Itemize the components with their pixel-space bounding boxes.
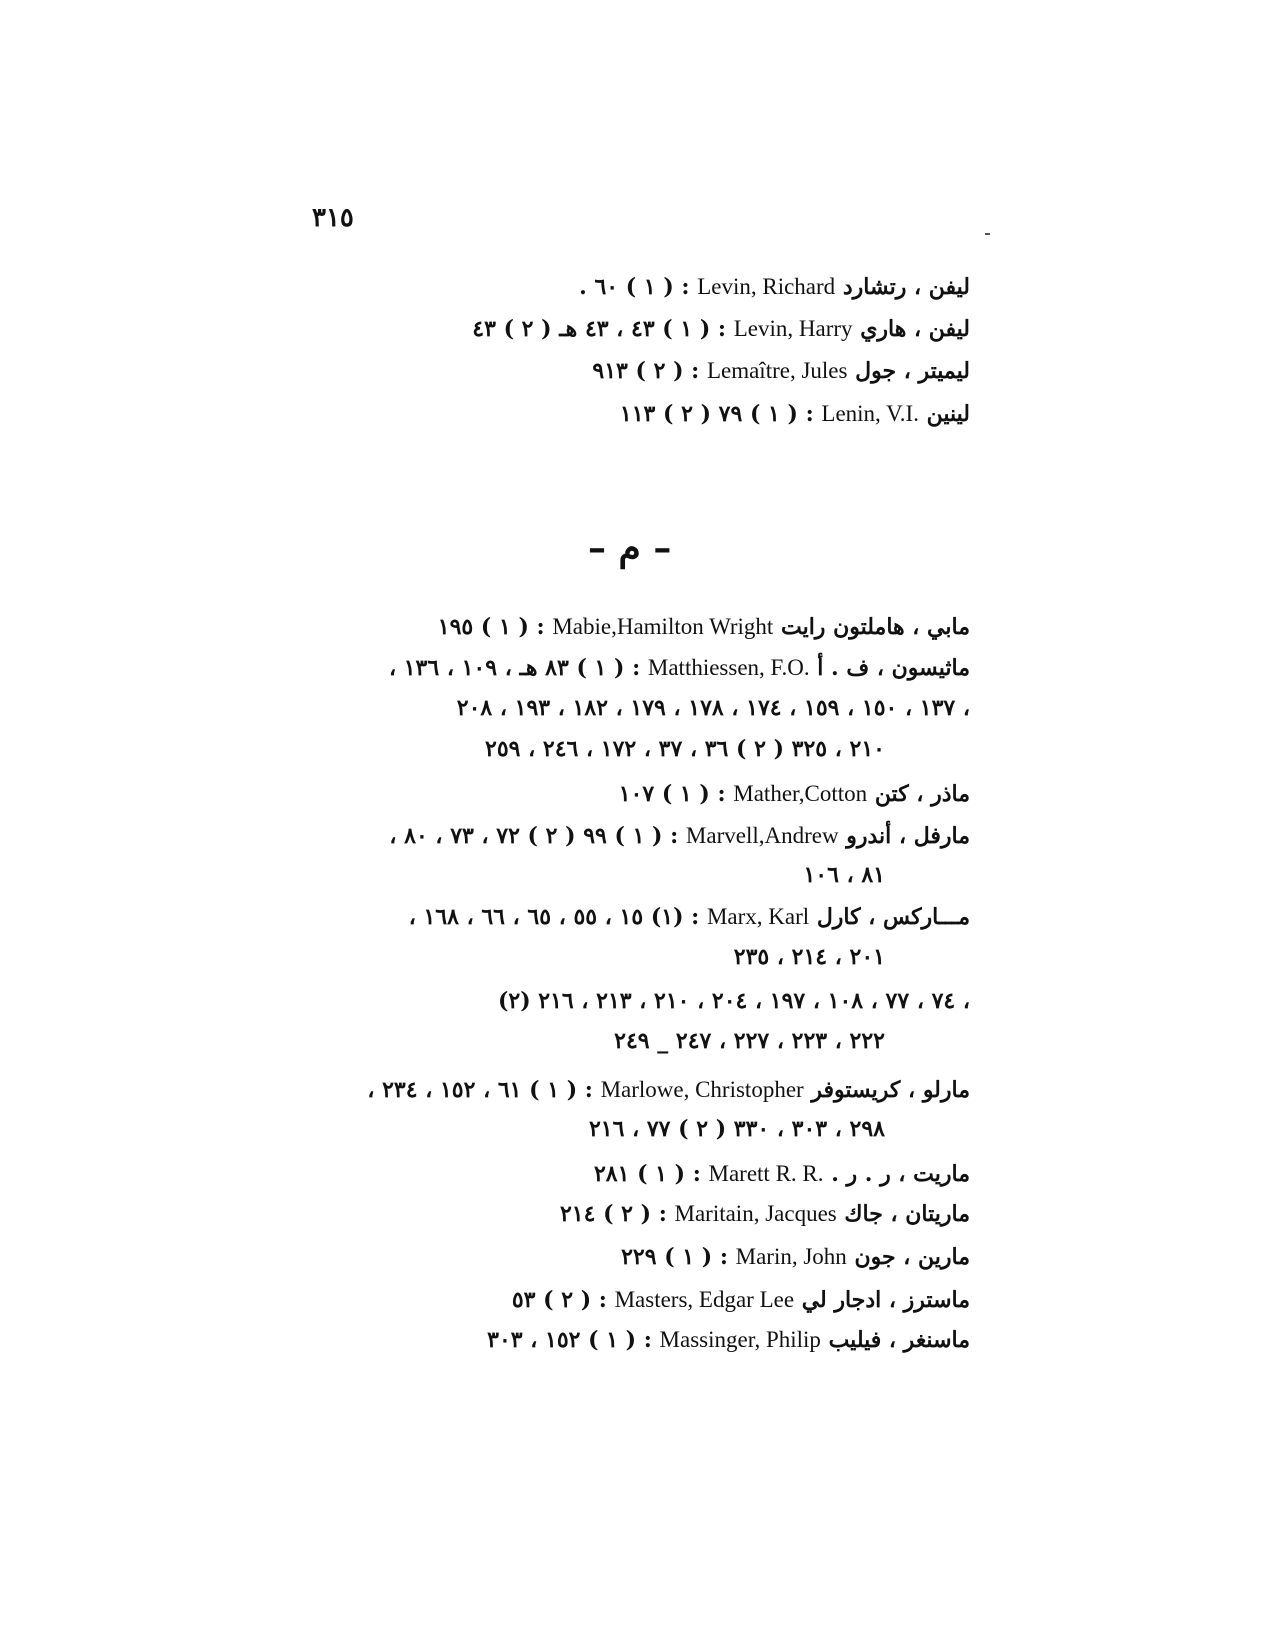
entry-latin-name: Massinger, Philip <box>659 1327 821 1352</box>
entry-latin-name: Marett R. R. <box>708 1161 824 1186</box>
index-entry-marett <box>594 1162 970 1185</box>
entry-latin-name: Marin, John <box>735 1244 847 1269</box>
index-entry-massinger <box>487 1328 970 1351</box>
entry-arabic-name: ماسنغر ، فيليب <box>828 1327 970 1353</box>
entry-latin-name: Lemaître, Jules <box>706 358 848 383</box>
entry-arabic-name: ليميتر ، جول <box>855 358 970 384</box>
index-entry-levin-richard <box>579 275 970 298</box>
entry-arabic-name: ليفن ، هاري <box>860 316 970 342</box>
index-entry-matthiessen <box>389 656 970 679</box>
page-mark <box>985 233 990 235</box>
section-heading-mim: – م – <box>588 527 672 569</box>
entry-arabic-name: مارين ، جون <box>854 1244 970 1270</box>
index-entry-continuation: ٨١ ، ١٠٦ <box>803 862 885 888</box>
entry-page-refs: : ( ١ ) ٧٩ ( ٢ ) ١١٣ <box>619 401 814 427</box>
entry-page-refs: : ( ١ ) ١٠٧ <box>618 781 726 807</box>
entry-latin-name: Marvell,Andrew <box>685 823 839 848</box>
entry-arabic-name: مابي ، هاملتون رايت <box>780 614 970 640</box>
entry-page-refs: : ( ١ ) ٤٣ ، ٤٣ هـ ( ٢ ) ٤٣ <box>472 316 727 342</box>
entry-arabic-name: مـــاركس ، كارل <box>816 904 970 930</box>
entry-arabic-name: ماريتان ، جاك <box>844 1201 970 1227</box>
index-entry-continuation: ٢٩٨ ، ٣٠٣ ، ٣٣٠ ( ٢ ) ٧٧ ، ٢١٦ <box>588 1116 885 1142</box>
entry-page-refs: : ( ٢ ) ٢١٤ <box>559 1201 667 1227</box>
index-entry-marx <box>409 905 970 928</box>
entry-page-refs: : ( ١ ) ٩٩ ( ٢ ) ٧٢ ، ٧٣ ، ٨٠ ، <box>389 823 679 849</box>
entry-page-refs: : ( ١ ) ١٩٥ <box>437 614 545 640</box>
entry-page-refs: : ( ١ ) ٨٣ هـ ، ١٠٩ ، ١٣٦ ، <box>388 655 641 681</box>
entry-latin-name: Maritain, Jacques <box>674 1201 837 1226</box>
index-entry-marin <box>621 1245 970 1268</box>
index-entry-continuation: ١٣٧ ، ١٥٠ ، ١٥٩ ، ١٧٤ ، ١٧٨ ، ١٧٩ ، ١٨٢ ، ١٩٣ ، ٢٠٨ ، <box>456 695 970 721</box>
entry-page-refs: : ( ٢ ) ٩١٣ <box>592 358 700 384</box>
entry-latin-name: Mather,Cotton <box>733 781 868 806</box>
index-entry-lenin <box>620 402 970 425</box>
index-entry-mather <box>619 782 970 805</box>
entry-latin-name: Marlowe, Christopher <box>600 1077 804 1102</box>
entry-arabic-name: ماثيسون ، ف . أ <box>817 655 970 681</box>
entry-page-refs: : ( ١ ) ٦٠ . <box>579 274 690 300</box>
entry-latin-name: Levin, Richard <box>697 274 836 299</box>
entry-latin-name: Mabie,Hamilton Wright <box>552 614 774 639</box>
entry-arabic-name: ماذر ، كتن <box>874 781 970 807</box>
index-entry-mabie <box>438 615 970 638</box>
index-entry-continuation: ٢٠١ ، ٢١٤ ، ٢٣٥ <box>733 944 885 970</box>
entry-latin-name: Marx, Karl <box>706 904 810 929</box>
entry-page-refs: : (١) ١٥ ، ٥٥ ، ٦٥ ، ٦٦ ، ١٦٨ ، <box>408 904 700 930</box>
entry-arabic-name: مارلو ، كريستوفر <box>811 1077 970 1103</box>
entry-latin-name: Masters, Edgar Lee <box>614 1287 795 1312</box>
index-entry-lemaitre-jules <box>592 359 970 382</box>
entry-page-refs: : ( ١ ) ٢٨١ <box>593 1161 701 1187</box>
index-entry-continuation: (٢) ٧٤ ، ٧٧ ، ١٠٨ ، ١٩٧ ، ٢٠٤ ، ٢١٠ ، ٢١٣ ، ٢١٦ ، <box>497 988 970 1014</box>
entry-page-refs: : ( ٢ ) ٥٣ <box>511 1287 607 1313</box>
entry-arabic-name: ماريت ، ر . ر . <box>831 1161 970 1187</box>
index-entry-marlowe <box>367 1078 970 1101</box>
index-entry-levin-harry <box>472 317 970 340</box>
entry-page-refs: : ( ١ ) ١٥٢ ، ٣٠٣ <box>487 1327 652 1353</box>
index-entry-continuation: ٢١٠ ، ٣٢٥ ( ٢ ) ٣٦ ، ٣٧ ، ١٧٢ ، ٢٤٦ ، ٢٥٩ <box>485 736 885 762</box>
index-entry-marvell <box>389 824 970 847</box>
entry-arabic-name: مارفل ، أندرو <box>846 823 970 849</box>
entry-latin-name: Levin, Harry <box>733 316 853 341</box>
entry-page-refs: : ( ١ ) ٢٢٩ <box>621 1244 728 1270</box>
entry-page-refs: : ( ١ ) ٦١ ، ١٥٢ ، ٢٣٤ ، <box>367 1077 593 1103</box>
entry-latin-name: Matthiessen, F.O. <box>647 655 810 680</box>
entry-arabic-name: ليفن ، رتشارد <box>842 274 970 300</box>
index-entry-masters <box>512 1288 970 1311</box>
page-number: ٣١٥ <box>312 203 354 233</box>
entry-arabic-name: ماسترز ، ادجار لي <box>801 1287 970 1313</box>
entry-latin-name: Lenin, V.I. <box>821 401 919 426</box>
index-entry-continuation: ٢٢٢ ، ٢٢٣ ، ٢٢٧ ، ٢٤٧ _ ٢٤٩ <box>614 1028 885 1054</box>
index-entry-maritain <box>560 1202 970 1225</box>
entry-arabic-name: لينين <box>926 401 970 427</box>
